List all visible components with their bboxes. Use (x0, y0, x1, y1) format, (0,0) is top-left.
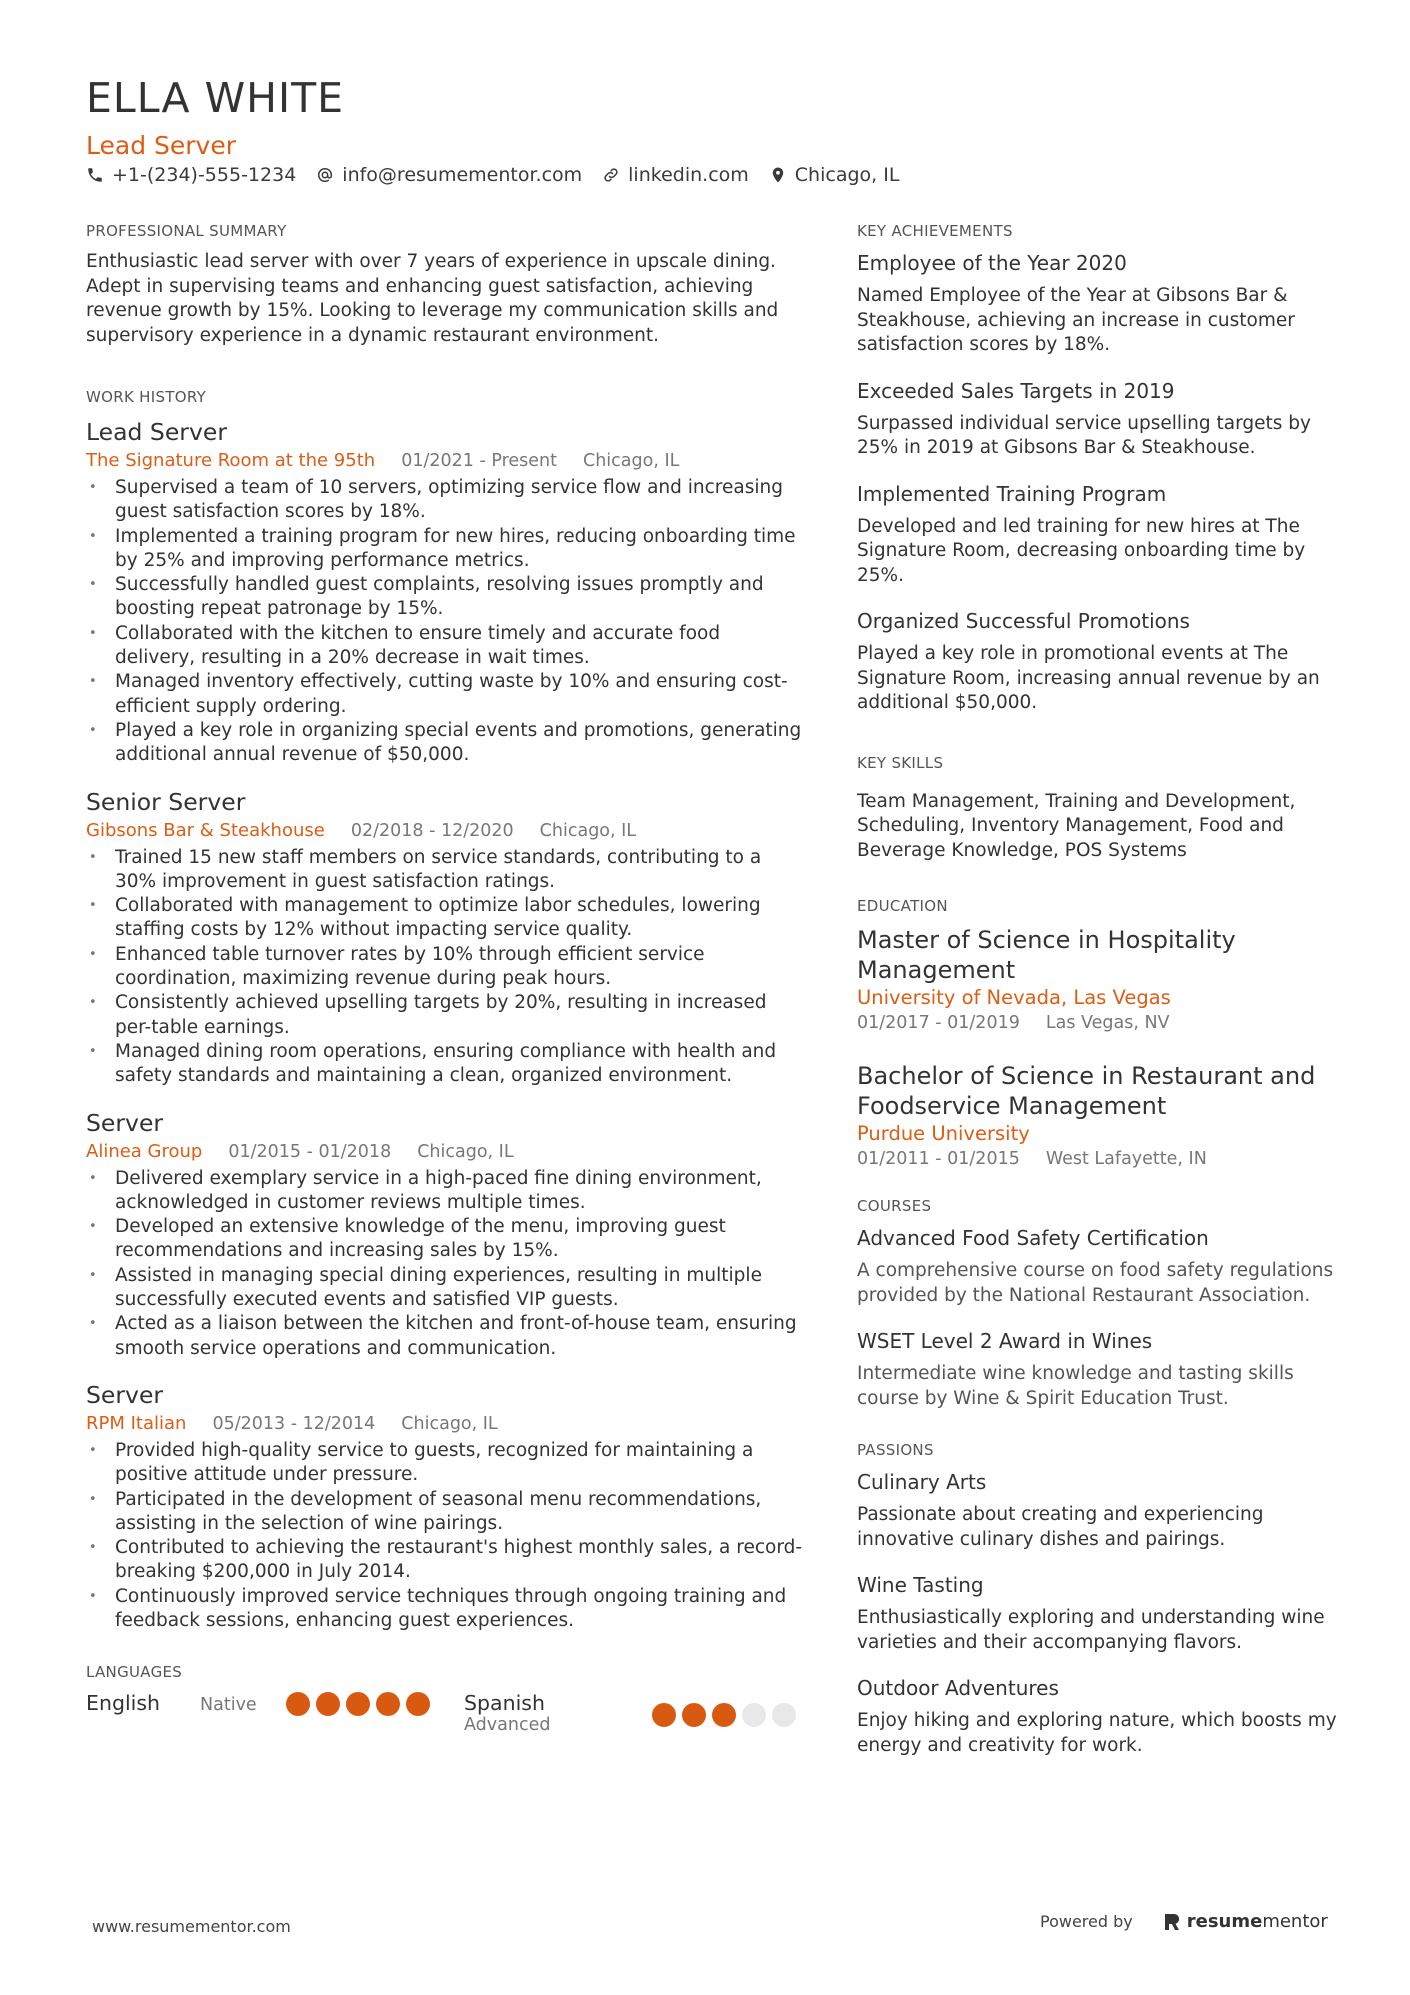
left-column (86, 222, 806, 1735)
passions-section (857, 1441, 1337, 1758)
job-bullet: • Assisted in managing special dining experiences, resulting in multiple successfully executed events and satisfied VIP guests. (86, 1264, 806, 1313)
job-bullet: • Acted as a liaison between the kitchen and front-of-house team, ensuring smooth service operations and communication. (86, 1312, 806, 1361)
phone-icon (86, 166, 104, 184)
job-bullet: • Managed dining room operations, ensuring compliance with health and safety standards and maintaining a clean, organized environment. (86, 1040, 806, 1089)
education-meta (857, 1147, 1337, 1171)
brand-logo[interactable] (1163, 1911, 1328, 1932)
job-title: Lead Server (86, 418, 227, 446)
education-item (857, 925, 1337, 1035)
job-entry (86, 416, 806, 768)
rating-dot-filled (346, 1692, 370, 1716)
education-item (857, 1061, 1337, 1171)
contact-phone-text: +1-(234)-555-1234 (112, 164, 297, 186)
job-dates: 02/2018 - 12/2020 (350, 820, 514, 841)
job-bullet: • Developed an extensive knowledge of the menu, improving guest recommendations and increasing sales by 15%. (86, 1215, 806, 1264)
job-title: Server (86, 1108, 164, 1137)
job-bullet: • Contributed to achieving the restaurant's highest monthly sales, a record-breaking $200,000 in July 2014. (86, 1536, 806, 1585)
job-bullet: • Continuously improved service techniques through ongoing training and feedback sessions, enhancing guest experiences. (86, 1585, 806, 1634)
job-bullet: • Supervised a team of 10 servers, optimizing service flow and increasing guest satisfaction scores by 18%. (86, 476, 806, 525)
achievements-heading: KEY ACHIEVEMENTS (857, 222, 1013, 240)
degree-title: Bachelor of Science in Restaurant and Foodservice Management (857, 1062, 1316, 1120)
summary-heading: PROFESSIONAL SUMMARY (86, 222, 287, 240)
at-icon (316, 166, 334, 184)
course-desc: Intermediate wine knowledge and tasting skills course by Wine & Spirit Education Trust. (857, 1363, 1294, 1409)
education-meta (857, 1011, 1337, 1035)
passion-desc: Enthusiastically exploring and understanding wine varieties and their accompanying flavors. (857, 1607, 1325, 1653)
rating-dot-filled (376, 1692, 400, 1716)
skills-text: Team Management, Training and Development, Scheduling, Inventory Management, Food and Beverage Knowledge, POS Systems (857, 790, 1296, 861)
contact-location-text: Chicago, IL (794, 164, 900, 186)
job-location: Chicago, IL (583, 451, 680, 471)
headline: Lead Server (86, 131, 236, 160)
job-location: Chicago, IL (417, 1141, 514, 1162)
achievement-item (857, 250, 1337, 358)
brand-rest: mentor (1262, 1911, 1328, 1932)
language-name: English (86, 1691, 161, 1716)
courses-heading: COURSES (857, 1197, 932, 1215)
job-bullet: • Provided high-quality service to guests, recognized for maintaining a positive attitude under pressure. (86, 1439, 806, 1488)
contact-email-text: info@resumementor.com (342, 164, 583, 186)
school-name: Purdue University (857, 1122, 1030, 1145)
passion-title: Culinary Arts (857, 1470, 987, 1494)
passion-item (857, 1675, 1337, 1758)
company-name: Gibsons Bar & Steakhouse (86, 819, 325, 841)
languages-row (86, 1691, 806, 1735)
achievement-item (857, 481, 1337, 589)
contact-phone[interactable] (86, 164, 296, 186)
languages-heading: LANGUAGES (86, 1663, 183, 1682)
contact-linkedin[interactable] (602, 164, 749, 186)
powered-by-label: Powered by (1040, 1912, 1133, 1931)
rating-dot-filled (406, 1692, 430, 1716)
company-name: The Signature Room at the 95th (86, 450, 376, 471)
job-meta (86, 1411, 806, 1437)
achievement-title: Organized Successful Promotions (857, 609, 1190, 633)
course-item (857, 1225, 1337, 1308)
achievement-title: Exceeded Sales Targets in 2019 (857, 378, 1175, 403)
job-bullet: • Successfully handled guest complaints, resolving issues promptly and boosting repeat patronage by 15%. (86, 573, 806, 622)
school-name: University of Nevada, Las Vegas (857, 986, 1171, 1009)
footer-branding (1040, 1911, 1328, 1932)
job-bullets (86, 1167, 806, 1361)
job-entry (86, 1379, 806, 1633)
job-title: Senior Server (86, 787, 246, 816)
rating-dot-filled (682, 1703, 706, 1727)
job-bullet: • Participated in the development of seasonal menu recommendations, assisting in the selection of wine pairings. (86, 1488, 806, 1537)
job-bullet: • Collaborated with the kitchen to ensure timely and accurate food delivery, resulting in a 20% decrease in wait times. (86, 622, 806, 671)
job-location: Chicago, IL (401, 1413, 498, 1434)
contact-bar (86, 164, 899, 186)
contact-email[interactable] (316, 164, 582, 186)
passions-heading: PASSIONS (857, 1441, 934, 1459)
achievement-desc: Played a key role in promotional events at The Signature Room, increasing annual revenue by an additional $50,000. (857, 643, 1320, 713)
passion-desc: Enjoy hiking and exploring nature, which boosts my energy and creativity for work. (857, 1710, 1337, 1756)
job-bullet: • Implemented a training program for new hires, reducing onboarding time by 25% and improving performance metrics. (86, 525, 806, 574)
job-bullets (86, 846, 806, 1089)
course-item (857, 1328, 1337, 1411)
passion-desc: Passionate about creating and experiencing innovative culinary dishes and pairings. (857, 1504, 1264, 1550)
contact-location (769, 164, 900, 186)
work-history-heading: WORK HISTORY (86, 388, 207, 406)
skills-heading: KEY SKILLS (857, 753, 944, 772)
passion-title: Wine Tasting (857, 1573, 984, 1597)
footer-website[interactable]: www.resumementor.com (92, 1917, 291, 1936)
achievement-item (857, 608, 1337, 716)
brand-bold: resume (1186, 1911, 1263, 1932)
language-name: Spanish (464, 1691, 545, 1716)
rating-dot-empty (772, 1703, 796, 1727)
rating-dot-filled (316, 1692, 340, 1716)
education-heading: EDUCATION (857, 897, 948, 915)
languages-section (86, 1663, 806, 1735)
passion-title: Outdoor Adventures (857, 1676, 1059, 1700)
achievements-section (857, 222, 1337, 716)
education-location: West Lafayette, IN (1045, 1149, 1207, 1169)
language-level: Advanced (464, 1715, 551, 1736)
job-title: Server (86, 1380, 164, 1409)
achievement-title: Implemented Training Program (857, 481, 1167, 506)
rating-dot-filled (286, 1692, 310, 1716)
courses-section (857, 1197, 1337, 1411)
degree-title: Master of Science in Hospitality Management (857, 926, 1236, 984)
job-bullets (86, 1439, 806, 1633)
job-bullet: • Delivered exemplary service in a high-paced fine dining environment, acknowledged in customer reviews multiple times. (86, 1167, 806, 1216)
rating-dot-filled (652, 1703, 676, 1727)
work-history-section (86, 388, 806, 1633)
link-icon (602, 166, 620, 184)
contact-linkedin-text: linkedin.com (628, 164, 749, 186)
summary-section (86, 222, 806, 348)
language-rating (286, 1692, 430, 1716)
job-meta (86, 448, 806, 474)
language-entry (464, 1691, 799, 1735)
achievement-desc: Developed and led training for new hires at The Signature Room, decreasing onboarding time by 25%. (857, 515, 1306, 586)
company-name: Alinea Group (86, 1140, 203, 1162)
education-dates: 01/2017 - 01/2019 (857, 1013, 1020, 1033)
course-title: Advanced Food Safety Certification (857, 1226, 1209, 1250)
achievement-desc: Named Employee of the Year at Gibsons Bar & Steakhouse, achieving an increase in customer satisfaction scores by 18%. (857, 285, 1295, 355)
company-name: RPM Italian (86, 1412, 187, 1434)
education-location: Las Vegas, NV (1045, 1013, 1170, 1033)
job-bullets (86, 476, 806, 768)
achievement-title: Employee of the Year 2020 (857, 251, 1127, 275)
job-entry (86, 786, 806, 1089)
job-location: Chicago, IL (539, 820, 637, 841)
job-meta (86, 818, 806, 844)
achievement-item (857, 378, 1337, 461)
rating-dot-filled (712, 1703, 736, 1727)
job-bullet: • Trained 15 new staff members on service standards, contributing to a 30% improvement in guest satisfaction ratings. (86, 846, 806, 895)
job-bullet: • Collaborated with management to optimize labor schedules, lowering staffing costs by 12% without impacting service quality. (86, 894, 806, 943)
job-bullet: • Enhanced table turnover rates by 10% through efficient service coordination, maximizing revenue during peak hours. (86, 943, 806, 992)
location-pin-icon (769, 166, 787, 184)
passion-item (857, 1469, 1337, 1552)
job-dates: 01/2021 - Present (401, 451, 557, 471)
education-section (857, 897, 1337, 1171)
language-level: Native (200, 1695, 257, 1716)
language-rating (652, 1703, 796, 1727)
summary-text: Enthusiastic lead server with over 7 years of experience in upscale dining. Adept in supervising teams and enhancing guest satisfaction, achieving revenue growth by 15%. Looking to leverage my communication skills and supervisory experience in a dynamic restaurant environment. (86, 251, 779, 346)
rating-dot-empty (742, 1703, 766, 1727)
achievement-desc: Surpassed individual service upselling targets by 25% in 2019 at Gibsons Bar & Steakhouse. (857, 412, 1311, 458)
candidate-name: ELLA WHITE (86, 74, 345, 122)
course-desc: A comprehensive course on food safety regulations provided by the National Restaurant Association. (857, 1260, 1334, 1306)
right-column (857, 222, 1337, 1778)
language-entry (86, 1691, 464, 1716)
job-entry (86, 1107, 806, 1361)
course-title: WSET Level 2 Award in Wines (857, 1329, 1153, 1353)
job-bullet: • Played a key role in organizing special events and promotions, generating additional annual revenue of $50,000. (86, 719, 806, 768)
skills-section (857, 754, 1337, 864)
job-dates: 05/2013 - 12/2014 (212, 1413, 376, 1434)
resumementor-logo-icon (1163, 1912, 1181, 1932)
job-bullet: • Consistently achieved upselling targets by 20%, resulting in increased per-table earnings. (86, 991, 806, 1040)
job-bullet: • Managed inventory effectively, cutting waste by 10% and ensuring cost-efficient supply ordering. (86, 670, 806, 719)
job-meta (86, 1139, 806, 1165)
job-dates: 01/2015 - 01/2018 (228, 1141, 392, 1162)
passion-item (857, 1572, 1337, 1655)
education-dates: 01/2011 - 01/2015 (857, 1149, 1020, 1169)
